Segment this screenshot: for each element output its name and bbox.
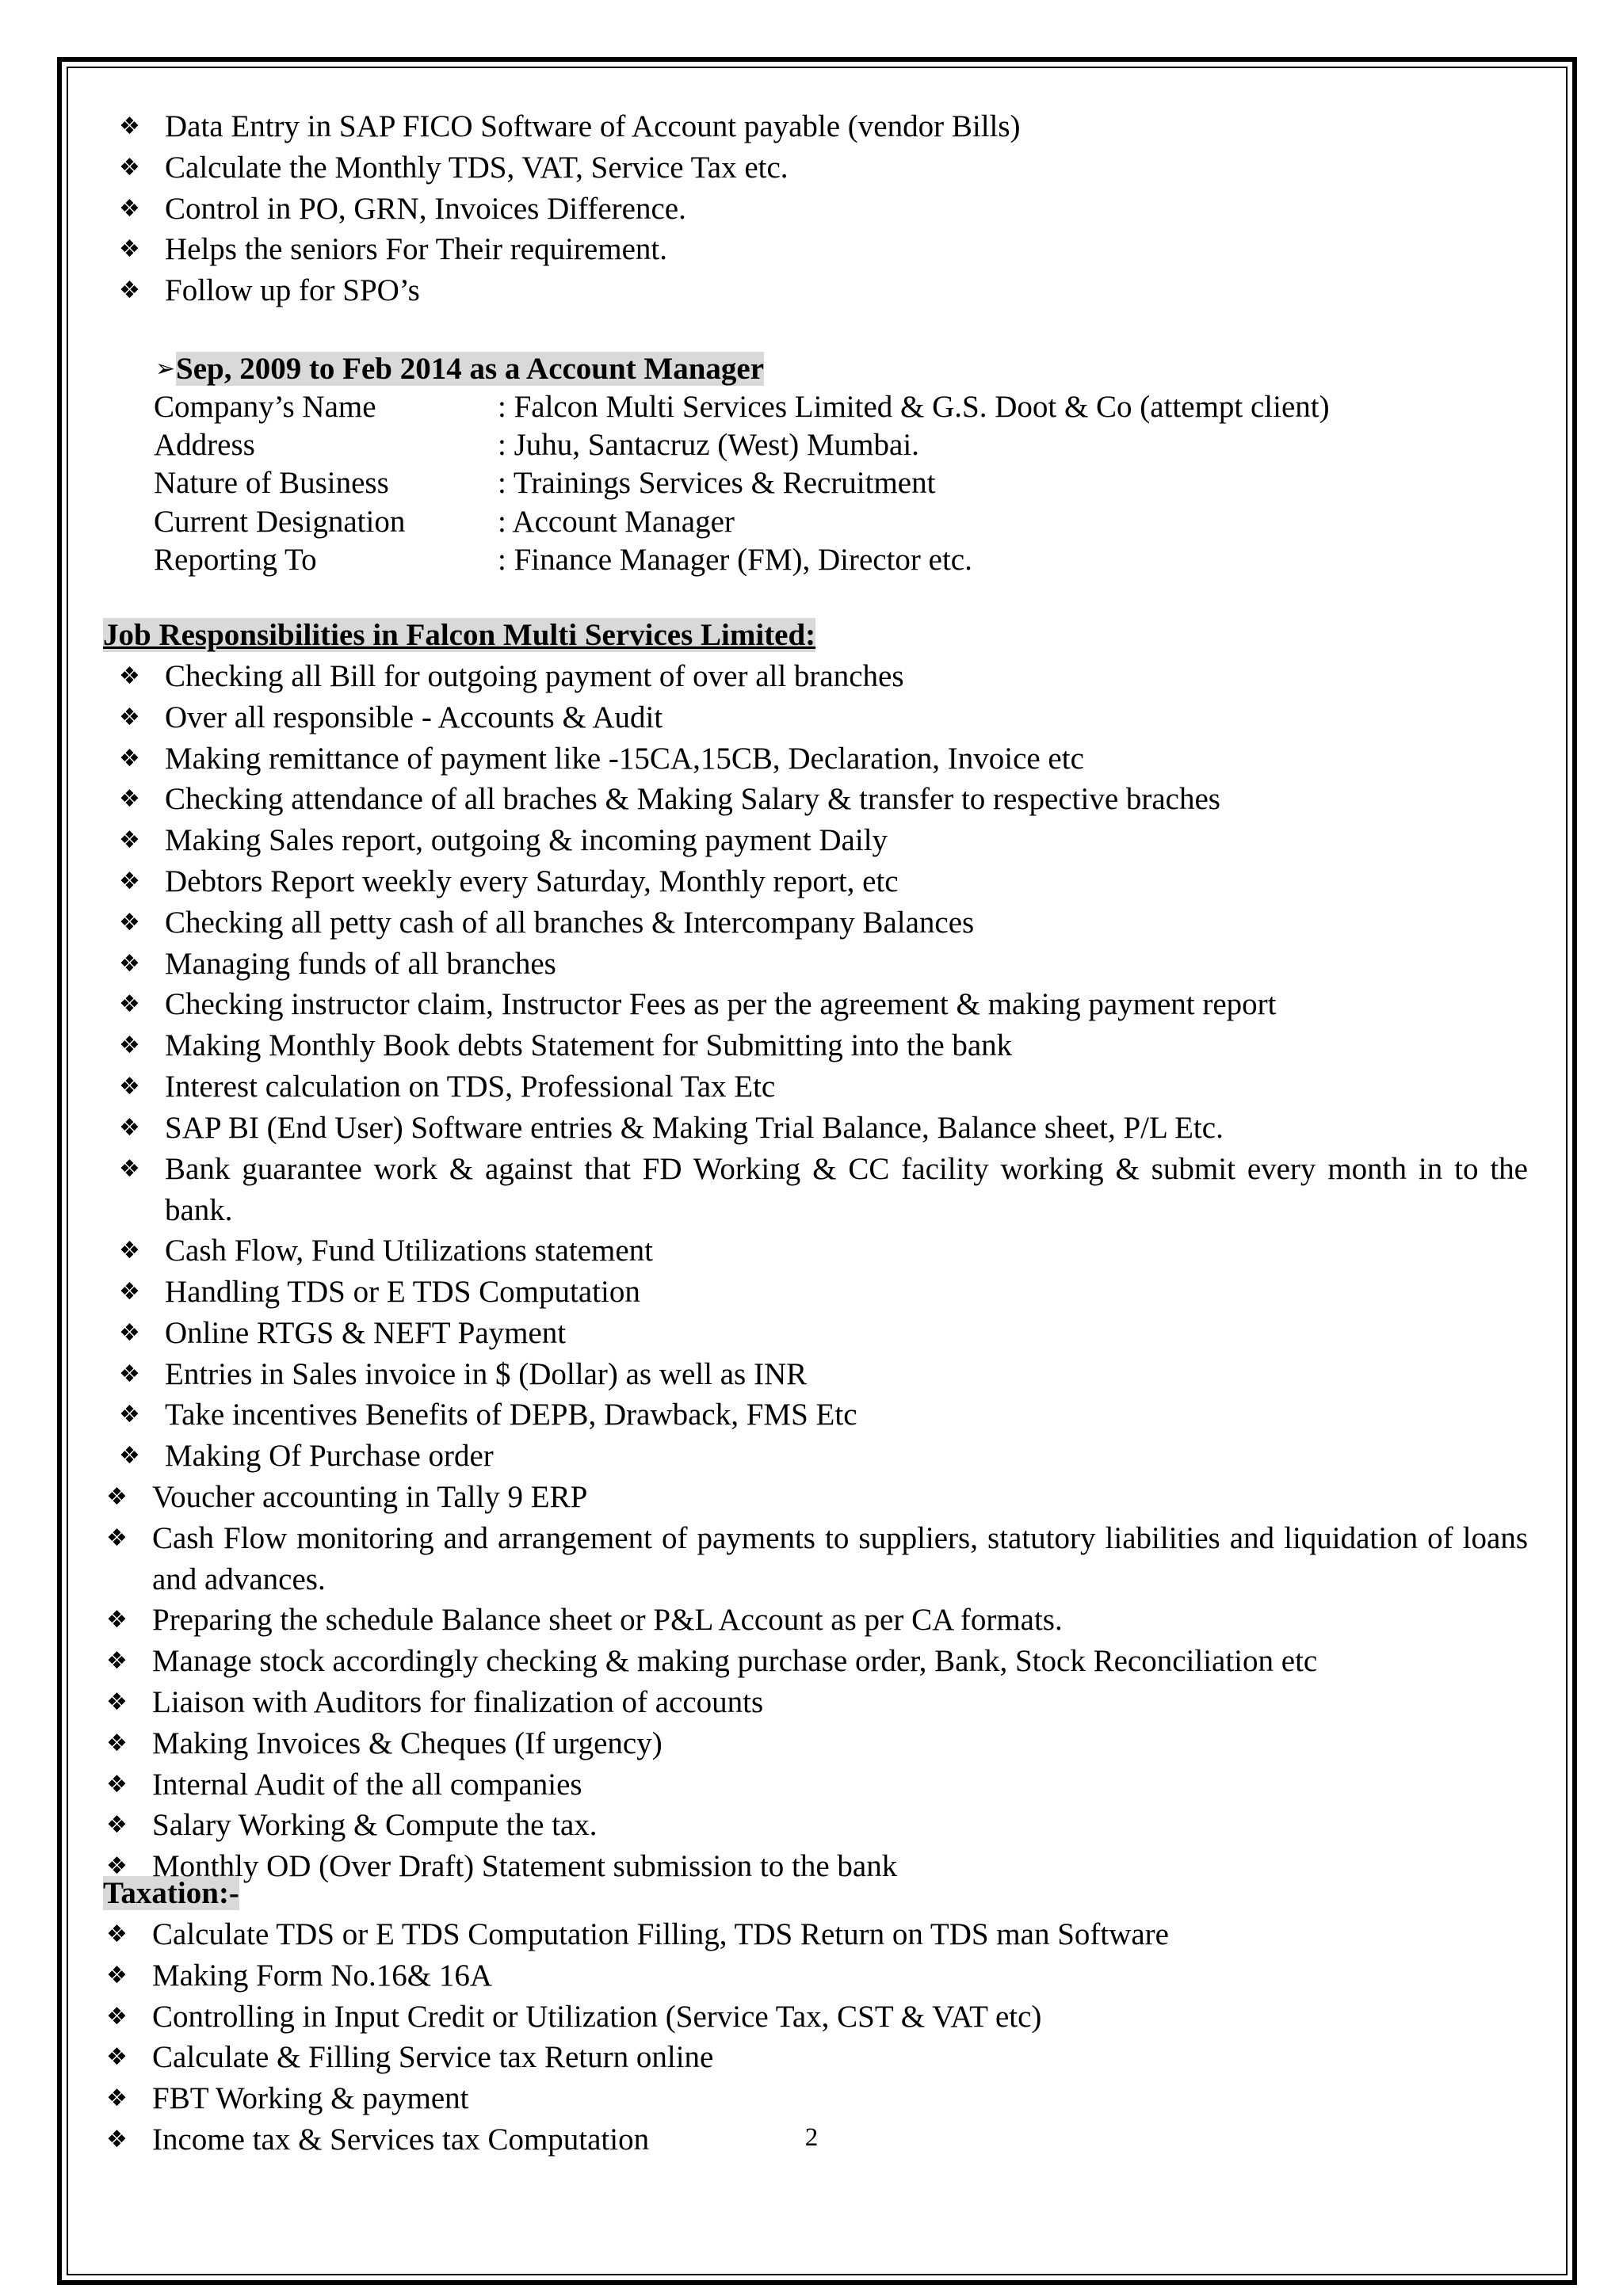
taxation-heading: Taxation:-: [103, 1876, 239, 1910]
bullet-icon: ❖: [119, 153, 140, 181]
list-item: Managing funds of all branches: [165, 946, 556, 981]
bullet-icon: ❖: [119, 868, 140, 895]
bullet-icon: ❖: [106, 2084, 128, 2113]
bullet-icon: ❖: [119, 1442, 140, 1470]
detail-value: : Account Manager: [498, 504, 735, 539]
list-item: Voucher accounting in Tally 9 ERP: [152, 1480, 588, 1514]
detail-label: Company’s Name: [154, 390, 376, 424]
bullet-icon: ❖: [119, 1237, 140, 1265]
job-heading: Sep, 2009 to Feb 2014 as a Account Manager: [176, 352, 765, 386]
detail-label: Address: [154, 428, 255, 463]
bullet-icon: ❖: [106, 2002, 128, 2031]
detail-label: Current Designation: [154, 504, 406, 539]
list-item: Making remittance of payment like -15CA,15CB, Declaration, Invoice etc: [165, 741, 1084, 776]
list-item: Take incentives Benefits of DEPB, Drawback, FMS Etc: [165, 1398, 857, 1432]
bullet-icon: ❖: [106, 1524, 128, 1552]
detail-value: : Finance Manager (FM), Director etc.: [498, 542, 972, 577]
bullet-icon: ❖: [106, 1606, 128, 1634]
list-item: SAP BI (End User) Software entries & Making Trial Balance, Balance sheet, P/L Etc.: [165, 1110, 1224, 1145]
detail-value: : Juhu, Santacruz (West) Mumbai.: [498, 428, 919, 463]
list-item: Making Of Purchase order: [165, 1439, 494, 1474]
detail-value: : Falcon Multi Services Limited & G.S. Doot & Co (attempt client): [498, 390, 1330, 424]
bullet-icon: ❖: [106, 2126, 128, 2153]
list-item: Data Entry in SAP FICO Software of Account payable (vendor Bills): [165, 109, 1021, 143]
responsibilities-heading: Job Responsibilities in Falcon Multi Services Limited:: [103, 618, 816, 652]
list-item: Entries in Sales invoice in $ (Dollar) as well as INR: [165, 1356, 808, 1391]
list-item: Calculate TDS or E TDS Computation Filling, TDS Return on TDS man Software: [152, 1917, 1169, 1951]
list-item: Online RTGS & NEFT Payment: [165, 1315, 567, 1350]
list-item: Interest calculation on TDS, Professional Tax Etc: [165, 1070, 776, 1104]
list-item: Cash Flow monitoring and arrangement of payments to suppliers, statutory liabilities and liquidation of loans and advances.: [152, 1520, 1528, 1596]
bullet-icon: ❖: [106, 1729, 128, 1757]
bullet-icon: ❖: [119, 990, 140, 1019]
bullet-icon: ❖: [119, 949, 140, 978]
list-item: Checking attendance of all braches & Making Salary & transfer to respective braches: [165, 782, 1220, 817]
page-number: 2: [804, 2123, 819, 2152]
list-item: Over all responsible - Accounts & Audit: [165, 700, 663, 734]
list-item: Manage stock accordingly checking & making purchase order, Bank, Stock Reconciliation etc: [152, 1644, 1318, 1679]
list-item: Liaison with Auditors for finalization of accounts: [152, 1685, 764, 1719]
bullet-icon: ❖: [119, 1318, 140, 1347]
list-item: Making Form No.16& 16A: [152, 1958, 492, 1993]
detail-label: Reporting To: [154, 542, 317, 577]
list-item: Making Invoices & Cheques (If urgency): [152, 1726, 663, 1760]
detail-label: Nature of Business: [154, 466, 389, 501]
bullet-icon: ❖: [106, 1961, 128, 1989]
list-item: Making Sales report, outgoing & incoming payment Daily: [165, 823, 888, 858]
list-item: Internal Audit of the all companies: [152, 1767, 582, 1802]
list-item: FBT Working & payment: [152, 2081, 469, 2116]
bullet-icon: ❖: [106, 1770, 128, 1798]
list-item: Preparing the schedule Balance sheet or P&L Account as per CA formats.: [152, 1603, 1063, 1638]
bullet-icon: ❖: [106, 1647, 128, 1676]
bullet-icon: ❖: [119, 744, 140, 772]
bullet-icon: ❖: [119, 235, 140, 264]
arrow-icon: ➢: [155, 355, 176, 383]
bullet-icon: ❖: [119, 1154, 140, 1183]
list-item: Monthly OD (Over Draft) Statement submission to the bank: [152, 1849, 898, 1884]
list-item: Helps the seniors For Their requirement.: [165, 232, 667, 267]
bullet-icon: ❖: [106, 2043, 128, 2072]
bullet-icon: ❖: [119, 826, 140, 855]
bullet-icon: ❖: [106, 1920, 128, 1948]
bullet-icon: ❖: [119, 113, 140, 140]
bullet-icon: ❖: [119, 277, 140, 305]
bullet-icon: ❖: [119, 662, 140, 690]
list-item: Making Monthly Book debts Statement for Submitting into the bank: [165, 1028, 1013, 1063]
bullet-icon: ❖: [119, 194, 140, 223]
bullet-icon: ❖: [106, 1688, 128, 1716]
list-item: Checking all petty cash of all branches & Intercompany Balances: [165, 905, 975, 940]
list-item: Handling TDS or E TDS Computation: [165, 1275, 640, 1309]
list-item: Checking all Bill for outgoing payment of over all branches: [165, 659, 904, 693]
list-item: Control in PO, GRN, Invoices Difference.: [165, 191, 686, 226]
list-item: Bank guarantee work & against that FD Working & CC facility working & submit every month in to the bank.: [165, 1151, 1528, 1227]
bullet-icon: ❖: [119, 1360, 140, 1388]
list-item: Salary Working & Compute the tax.: [152, 1808, 598, 1843]
list-item: Income tax & Services tax Computation: [152, 2122, 650, 2157]
bullet-icon: ❖: [106, 1811, 128, 1840]
bullet-icon: ❖: [106, 1483, 128, 1511]
list-item: Cash Flow, Fund Utilizations statement: [165, 1234, 654, 1268]
bullet-icon: ❖: [119, 1278, 140, 1306]
list-item: Follow up for SPO’s: [165, 273, 420, 308]
bullet-icon: ❖: [119, 703, 140, 731]
bullet-icon: ❖: [119, 1073, 140, 1100]
list-item: Controlling in Input Credit or Utilization (Service Tax, CST & VAT etc): [152, 1999, 1042, 2034]
bullet-icon: ❖: [119, 1032, 140, 1060]
list-item: Calculate & Filling Service tax Return online: [152, 2040, 714, 2075]
detail-value: : Trainings Services & Recruitment: [498, 466, 936, 501]
list-item: Checking instructor claim, Instructor Fees as per the agreement & making payment report: [165, 987, 1277, 1022]
bullet-icon: ❖: [119, 1401, 140, 1429]
list-item: Debtors Report weekly every Saturday, Monthly report, etc: [165, 864, 899, 898]
list-item: Calculate the Monthly TDS, VAT, Service Tax etc.: [165, 150, 789, 185]
bullet-icon: ❖: [119, 908, 140, 936]
bullet-icon: ❖: [119, 785, 140, 814]
bullet-icon: ❖: [106, 1852, 128, 1881]
bullet-icon: ❖: [119, 1113, 140, 1142]
